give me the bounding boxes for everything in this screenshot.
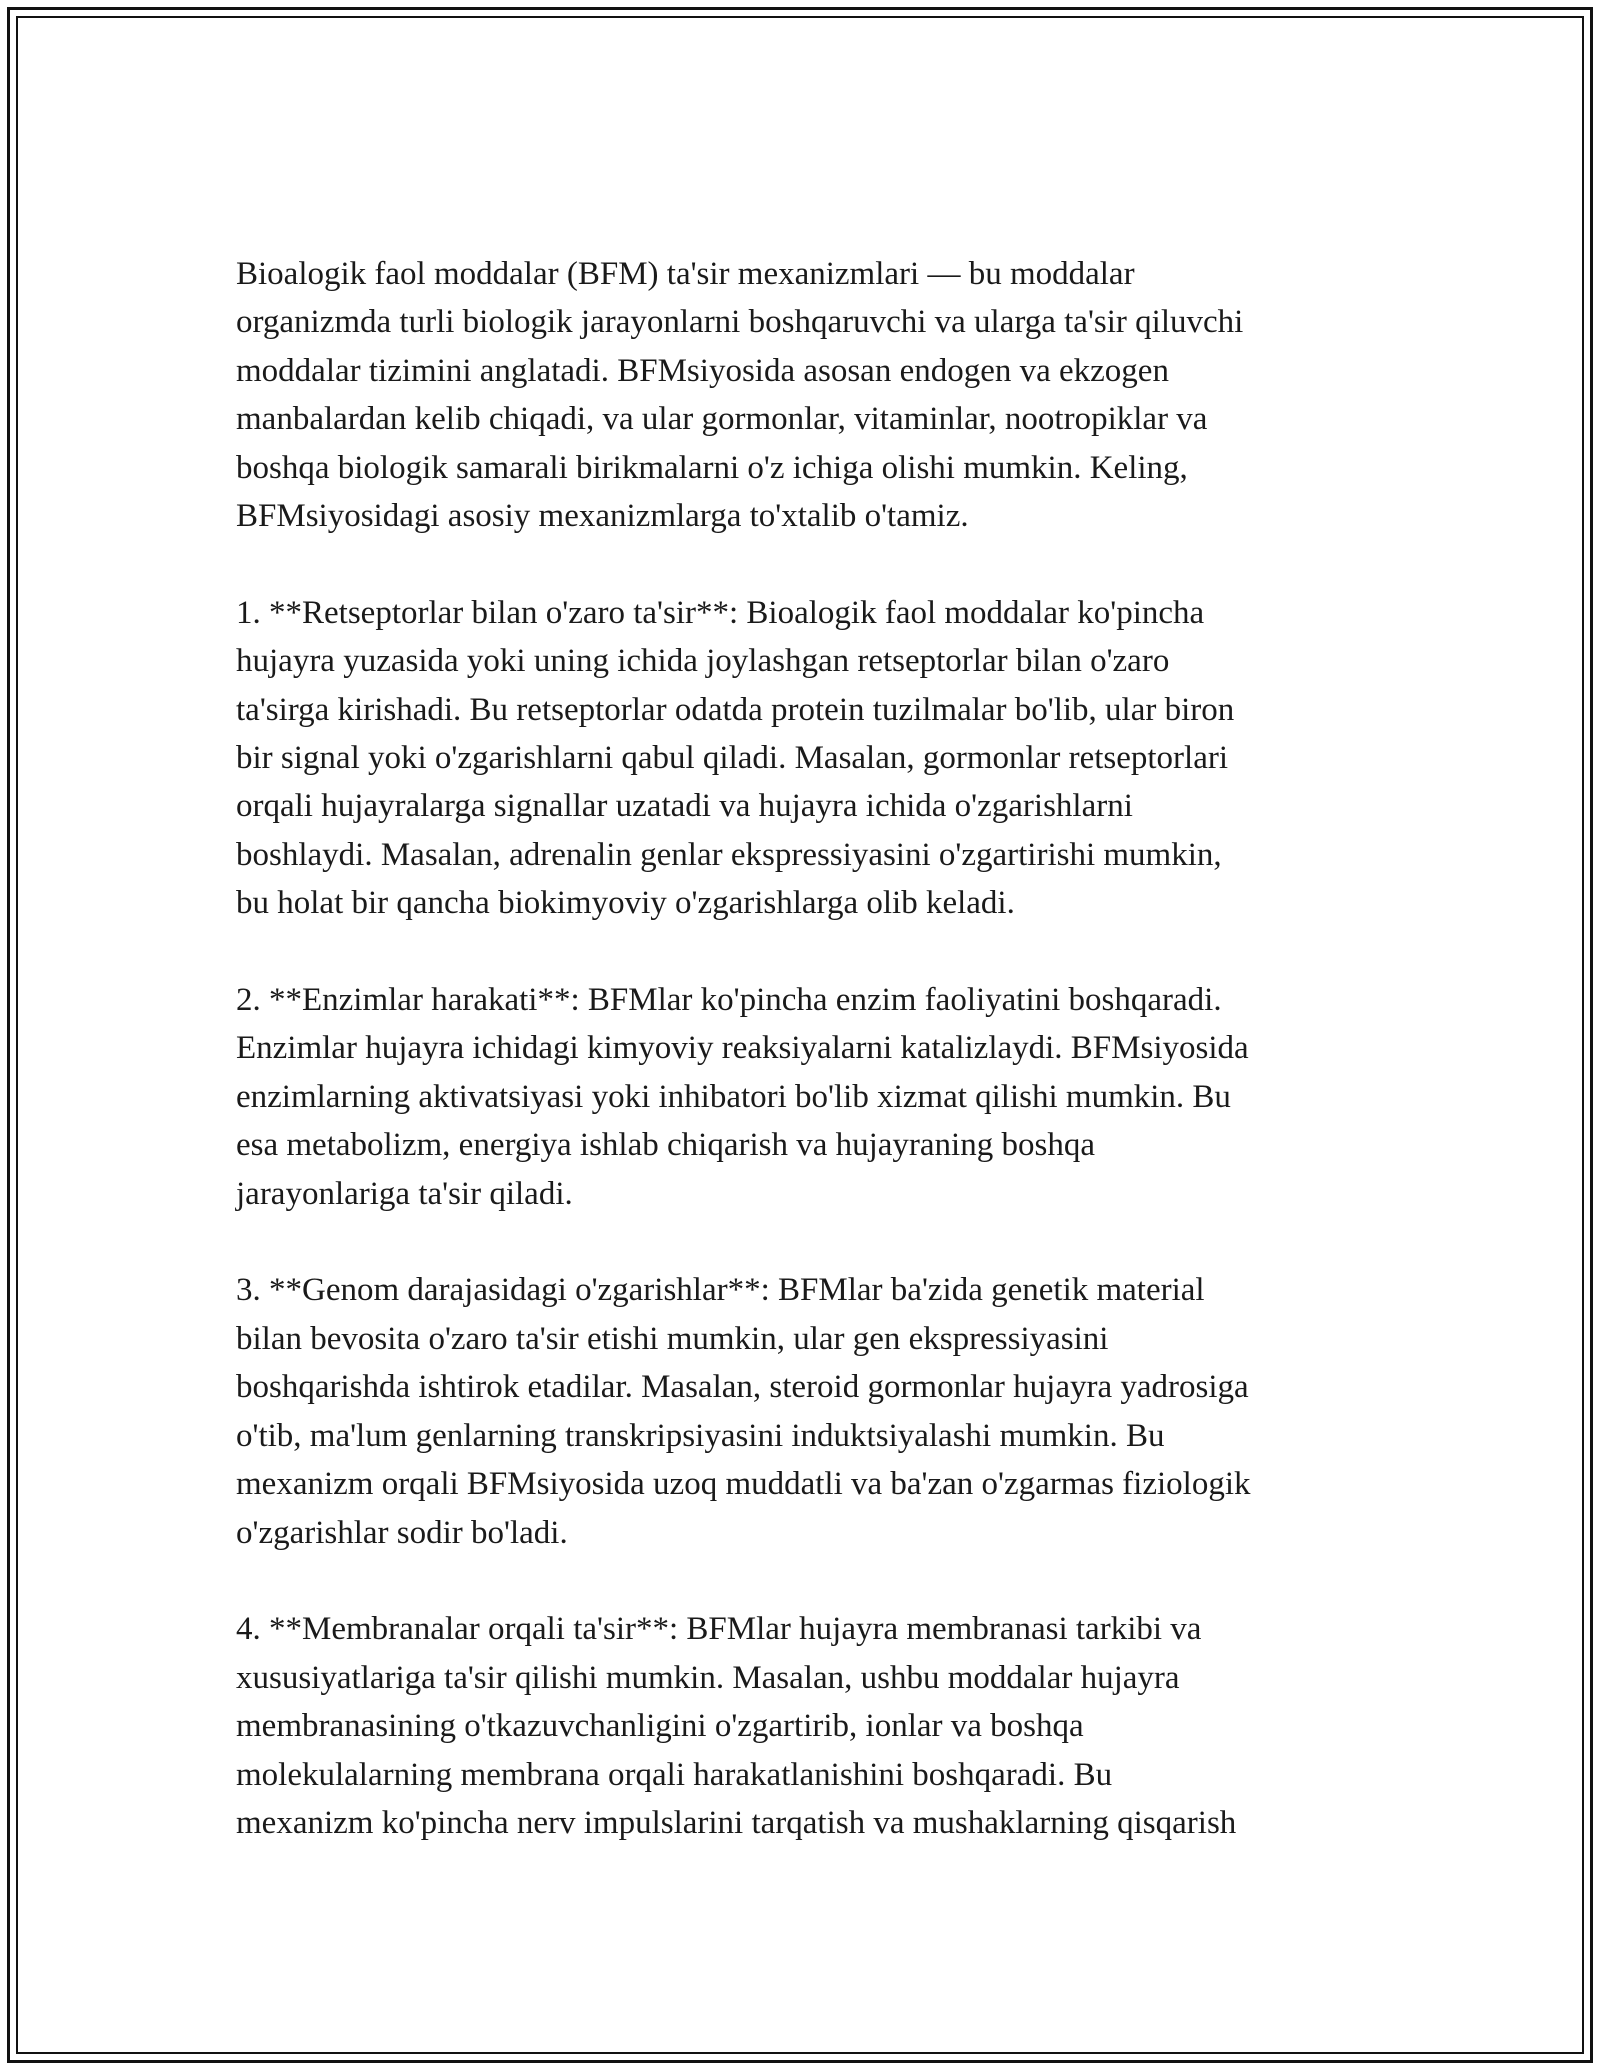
paragraph-membranes: 4. **Membranalar orqali ta'sir**: BFMlar hujayra membranasi tarkibi va xususiyatlariga ta'sir qilishi mumkin. Masalan, ushbu moddalar hujayra membranasining o'tkazuvchanligini o'zgartirib, ionlar va boshqa molekulalarning membrana orqali harakatlanishini boshqaradi. Bu mexanizm ko'pincha nerv impulslarini tarqatish va mushaklarning qisqarish <box>236 1611 1237 1841</box>
document-body <box>236 250 1386 1896</box>
paragraph-receptors: 1. **Retseptorlar bilan o'zaro ta'sir**: Bioalogik faol moddalar ko'pincha hujayra yuzasida yoki uning ichida joylashgan retseptorlar bilan o'zaro ta'sirga kirishadi. Bu retseptorlar odatda protein tuzilmalar bo'lib, ular biron bir signal yoki o'zgarishlarni qabul qiladi. Masalan, gormonlar retseptorlari orqali hujayralarga signallar uzatadi va hujayra ichida o'zgarishlarni boshlaydi. Masalan, adrenalin genlar ekspressiyasini o'zgartirishi mumkin, bu holat bir qancha biokimyoviy o'zgarishlarga olib keladi. <box>236 594 1235 922</box>
paragraph-genome: 3. **Genom darajasidagi o'zgarishlar**: BFMlar ba'zida genetik material bilan bevosita o'zaro ta'sir etishi mumkin, ular gen ekspressiyasini boshqarishda ishtirok etadilar. Masalan, steroid gormonlar hujayra yadrosiga o'tib, ma'lum genlarning transkripsiyasini induktsiyalashi mumkin. Bu mexanizm orqali BFMsiyosida uzoq muddatli va ba'zan o'zgarmas fiziologik o'zgarishlar sodir bo'ladi. <box>236 1272 1251 1551</box>
paragraph-enzymes: 2. **Enzimlar harakati**: BFMlar ko'pincha enzim faoliyatini boshqaradi. Enzimlar hujayra ichidagi kimyoviy reaksiyalarni katalizlaydi. BFMsiyosida enzimlarning aktivatsiyasi yoki inhibatori bo'lib xizmat qilishi mumkin. Bu esa metabolizm, energiya ishlab chiqarish va hujayraning boshqa jarayonlariga ta'sir qiladi. <box>236 982 1249 1212</box>
intro-paragraph: Bioalogik faol moddalar (BFM) ta'sir mexanizmlari — bu moddalar organizmda turli biologik jarayonlarni boshqaruvchi va ularga ta'sir qiluvchi moddalar tizimini anglatadi. BFMsiyosida asosan endogen va ekzogen manbalardan kelib chiqadi, va ular gormonlar, vitaminlar, nootropiklar va boshqa biologik samarali birikmalarni o'z ichiga olishi mumkin. Keling, BFMsiyosidagi asosiy mexanizmlarga to'xtalib o'tamiz. <box>236 256 1244 535</box>
